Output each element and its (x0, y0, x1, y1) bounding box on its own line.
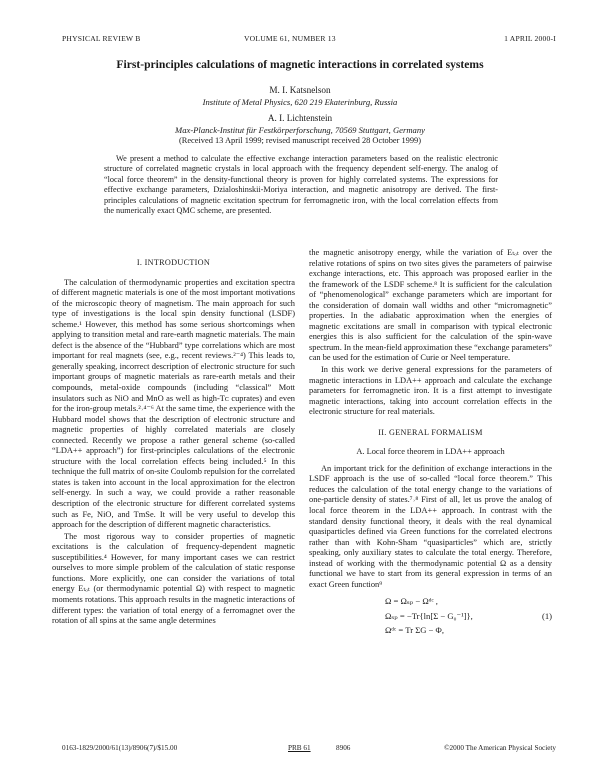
footer-page-number: 8906 (336, 744, 351, 752)
author-affiliation: Institute of Metal Physics, 620 219 Ekaterinburg, Russia (202, 97, 398, 107)
running-header-volume: VOLUME 61, NUMBER 13 (244, 34, 336, 43)
footer-code: 0163-1829/2000/61(13)/8906(7)/$15.00 (62, 744, 178, 752)
paragraph: The calculation of thermodynamic properties and excitation spectra of different magnetic materials is one of the most important motivations of the microscopic theory of magnetism. The main approach for such type of investigations is the local spin density functional (LSDF) scheme.¹ However, this method has some serious shortcomings when applying to transition metal and rare-earth magnetic materials. The main defect is the absence of the “Hubbard” type correlations which are most important for real magnets (see, e.g., recent reviews.²⁻⁴) This leads to, generally speaking, incorrect description of electronic structure for such important groups of magnetic materials as rare-earth metals and their compounds, metal-oxide compounds (including “classical” Mott insulators such as NiO and MnO as well as high-Tᴄ cuprates) and even for the iron-group metals.²˒⁴⁻⁶ At the same time, the experience with the Hubbard model shows that the description of electronic structure and magnetic properties of highly correlated materials are closely connected. Recently we propose a rather general scheme (so-called “LDA++ approach”) for first-principles calculations of the electronic structure with the local correlation effects being included.⁵ In this technique the full matrix of on-site Coulomb repulsion for the correlated states is taken into account in the local approximation for the electron self-energy. In such a way, we could provide a rather reasonable description of the electronic structure for different correlated systems such as Fe, NiO, and TmSe. It will be very useful to develop this approach for the description of different magnetic characteristics. (52, 277, 295, 530)
equation-line: Ωᵈᶜ = Tr ΣG − Φ, (385, 625, 444, 636)
author-affiliation: Max-Planck-Institut für Festkörperforschung, 70569 Stuttgart, Germany (175, 125, 425, 135)
running-header-date: 1 APRIL 2000-I (504, 34, 556, 43)
footer-copyright: ©2000 The American Physical Society (444, 744, 556, 752)
paragraph: An important trick for the definition of exchange interactions in the LSDF approach is the use of so-called “local force theorem.” This reduces the calculation of the total energy change to the variations of one-particle density of states.⁷˒⁸ First of all, let us prove the analog of local force theorem in the LDA++ approach. In contrast with the standard density functional theory, it deals with the real dynamical quasiparticles defined via Green functions for the correlated electrons rather than with Kohn-Sham “quasiparticles” which are, strictly speaking, only auxiliary states to calculate the total energy. Therefore, instead of working with the thermodynamic potential Ω as a density functional we have to start from its general expression in terms of an exact Green function⁹ (309, 463, 552, 589)
running-header-journal: PHYSICAL REVIEW B (62, 34, 141, 43)
paper-title: First-principles calculations of magnetic interactions in correlated systems (116, 58, 484, 71)
author-name: A. I. Lichtenstein (267, 113, 333, 123)
left-column (52, 254, 295, 628)
subsection-heading: A. Local force theorem in LDA++ approach (356, 447, 505, 457)
section-heading: II. GENERAL FORMALISM (378, 427, 483, 437)
equation-block (309, 596, 552, 640)
paragraph: In this work we derive general expressions for the parameters of magnetic interactions in LDA++ approach and calculate the exchange parameters for ferromagnetic iron. It is a first attempt to investigate magnetic interactions, taking into account correlation effects in the electronic structure for real materials. (309, 365, 552, 417)
equation-line: Ωₛₚ = −Tr{ln[Σ − G₀⁻¹]}, (1) (309, 611, 552, 626)
equation-line: Ω = Ωₛₚ − Ωᵈᶜ , (385, 596, 438, 607)
section-heading: I. INTRODUCTION (136, 258, 211, 267)
right-column (309, 248, 552, 646)
paragraph: the magnetic anisotropy energy, while the variation of Eₜₒₜ over the relative rotations of spins on two sites gives the parameters of pairwise exchange interactions, etc. This approach was proposed earlier in the the framework of the LSDF scheme.⁸ It is sufficient for the calculation of “phenomenological” exchange parameters which are important for the consideration of domain wall widths and other “micromagnetic” properties. In the adiabatic approximation when the energies of magnetic excitations are small in comparison with typical electronic energies this is also sufficient for the calculation of the spin-wave spectrum. In the mean-field approximation these “exchange parameters” can be used for the estimation of Curie or Neel temperature. (309, 248, 552, 363)
abstract: We present a method to calculate the effective exchange interaction parameters based on the realistic electronic structure of correlated magnetic crystals in local approach with the frequency dependent self-energy. The analog of “local force theorem” in the density-functional theory is proven for highly correlated systems. The expressions for effective exchange parameters, Dzialoshinskii-Moriya interaction, and magnetic anisotropy are derived. The first-principles calculations of magnetic excitation spectrum for ferromagnetic iron, with the local correlation effects from the numerically exact QMC scheme, are presented. (104, 154, 498, 216)
paragraph: The most rigorous way to consider properties of magnetic excitations is the calculation of frequency-dependent magnetic susceptibilities.⁴ However, for many important cases we can restrict ourselves to more simple problem of the calculation of static response functions. More explicitly, one can consider the variations of total energy Eₜₒₜ (or thermodynamic potential Ω) with respect to magnetic moments rotations. This approach results in the magnetic interactions of different types: the variation of total energy of a ferromagnet over the rotation of all spins at the same angle determines (52, 531, 295, 626)
received-dates: (Received 13 April 1999; revised manuscript received 28 October 1999) (178, 136, 422, 145)
author-name: M. I. Katsnelson (269, 85, 331, 95)
footer-journal-volume: PRB 61 (288, 744, 311, 752)
equation-number: (1) (541, 610, 552, 621)
